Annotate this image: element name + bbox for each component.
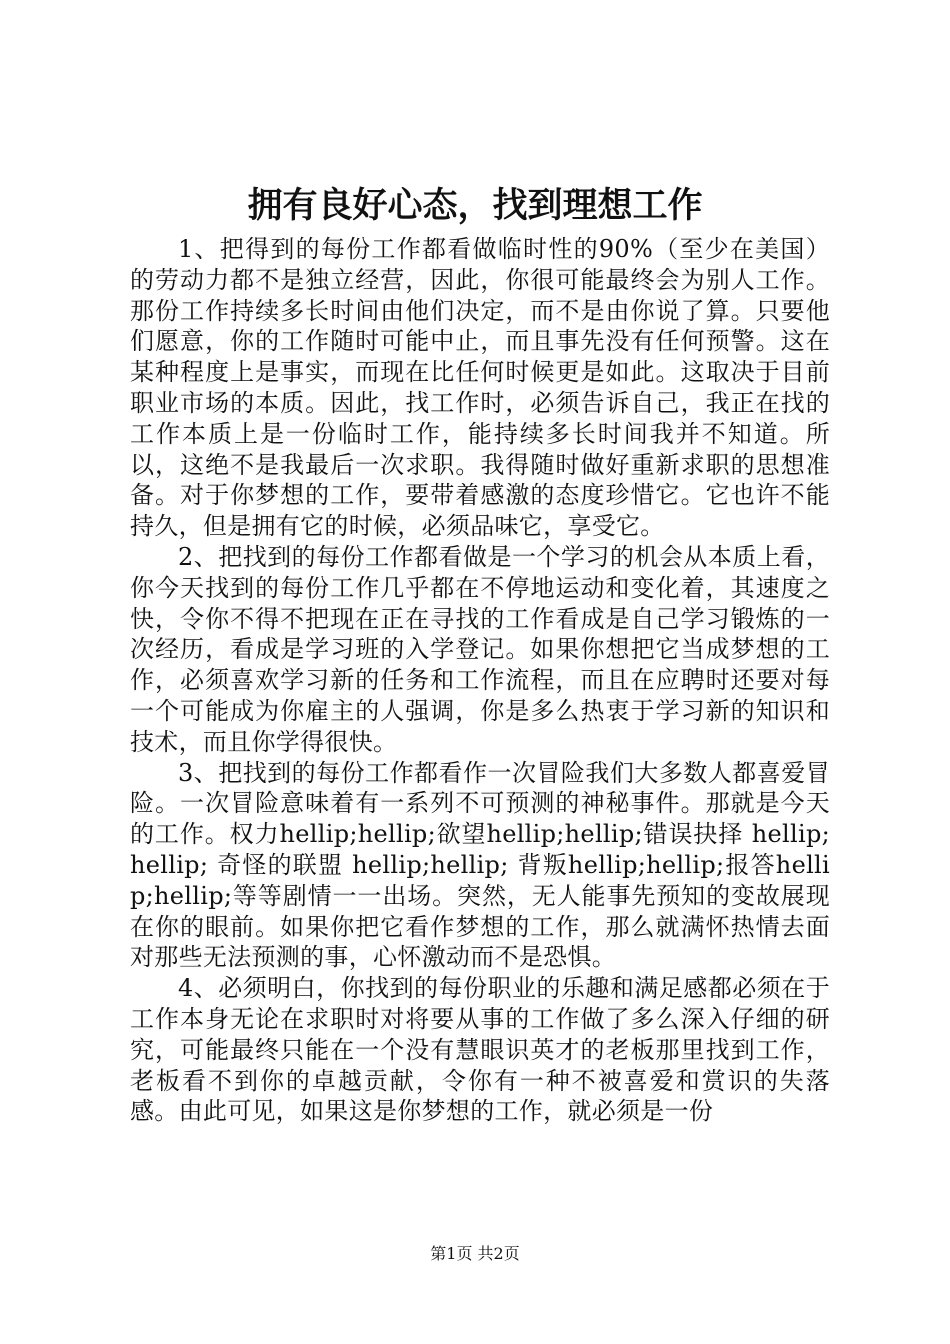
- page-footer: 第1页 共2页: [430, 1244, 520, 1263]
- paragraph-4: 4、必须明白，你找到的每份职业的乐趣和满足感都必须在于工作本身无论在求职时对将要从事的工作做了多么深入仔细的研究，可能最终只能在一个没有慧眼识英才的老板那里找到工作，老板看不到你的卓越贡献，令你有一种不被喜爱和赏识的失落感。由此可见，如果这是你梦想的工作，就必须是一份: [130, 974, 830, 1126]
- document-body: [130, 234, 830, 1127]
- paragraph-3: 3、把找到的每份工作都看作一次冒险我们大多数人都喜爱冒险。一次冒险意味着有一系列不可预测的神秘事件。那就是今天的工作。权力hellip;hellip;欲望hellip;hellip;错误抉择 hellip;hellip; 奇怪的联盟 hellip;hellip; 背叛hellip;hellip;报答hellip;hellip;等等剧情一一出场。突然，无人能事先预知的变故展现在你的眼前。如果你把它看作梦想的工作，那么就满怀热情去面对那些无法预测的事，心怀激动而不是恐惧。: [130, 758, 830, 972]
- paragraph-1: 1、把得到的每份工作都看做临时性的90%（至少在美国）的劳动力都不是独立经营，因此，你很可能最终会为别人工作。那份工作持续多长时间由他们决定，而不是由你说了算。只要他们愿意，你的工作随时可能中止，而且事先没有任何预警。这在某种程度上是事实，而现在比任何时候更是如此。这取决于目前职业市场的本质。因此，找工作时，必须告诉自己，我正在找的工作本质上是一份临时工作，能持续多长时间我并不知道。所以，这绝不是我最后一次求职。我得随时做好重新求职的思想准备。对于你梦想的工作，要带着感激的态度珍惜它。它也许不能持久，但是拥有它的时候，必须品味它，享受它。: [130, 235, 830, 541]
- document-title: 拥有良好心态，找到理想工作: [247, 185, 703, 226]
- paragraph-2: 2、把找到的每份工作都看做是一个学习的机会从本质上看，你今天找到的每份工作几乎都在不停地运动和变化着，其速度之快，令你不得不把现在正在寻找的工作看成是自己学习锻炼的一次经历，看成是学习班的入学登记。如果你想把它当成梦想的工作，必须喜欢学习新的任务和工作流程，而且在应聘时还要对每一个可能成为你雇主的人强调，你是多么热衷于学习新的知识和技术，而且你学得很快。: [130, 542, 830, 756]
